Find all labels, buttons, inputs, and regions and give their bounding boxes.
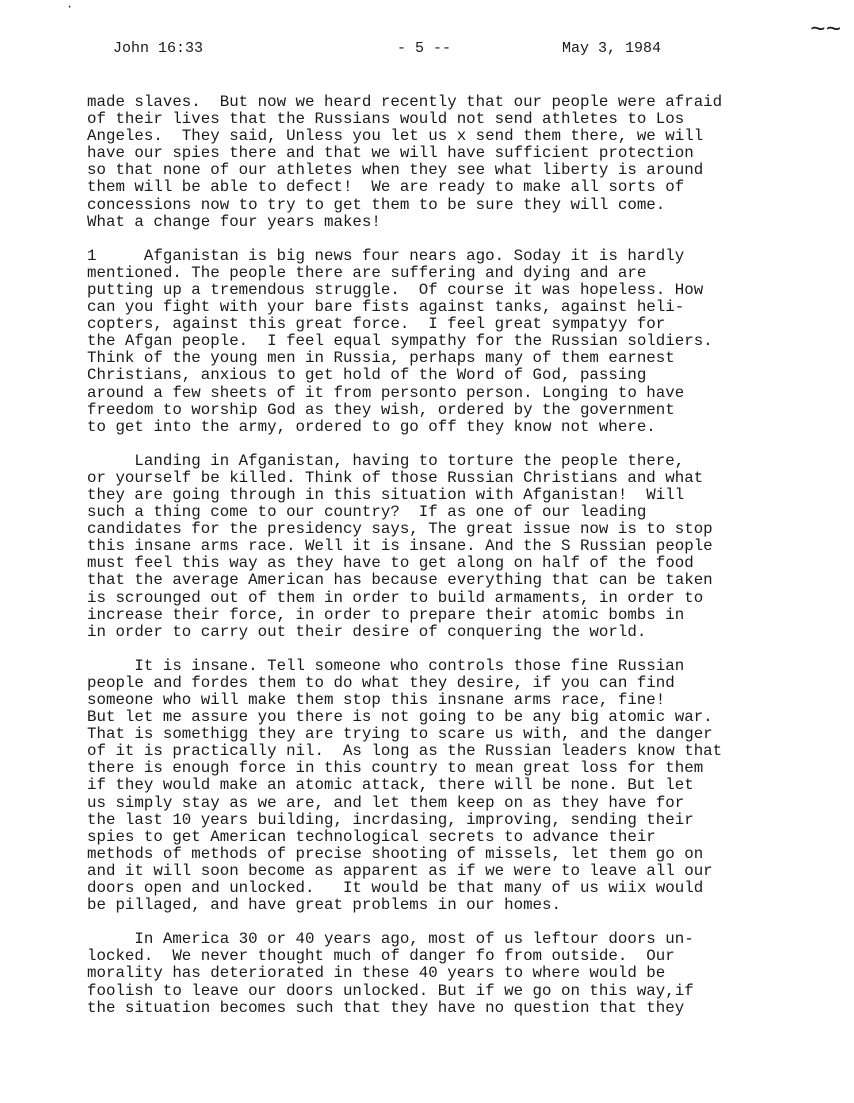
text-line: be pillaged, and have great problems in our homes. [87,896,561,915]
text-line: us simply stay as we are, and let them keep on as they have for [87,793,685,812]
text-line: that the average American has because everything that can be taken [87,571,713,590]
paragraph [87,94,787,231]
text-line: around a few sheets of it from personto person. Longing to have [87,383,685,402]
text-line: of it is practically nil. As long as the Russian leaders know that [87,742,723,761]
text-line: candidates for the presidency says, The great issue now is to stop [87,520,713,539]
text-line: in order to carry out their desire of conquering the world. [87,622,647,641]
header-scripture-reference: John 16:33 [113,40,204,57]
text-line: must feel this way as they have to get along on half of the food [87,554,694,573]
text-line: That is somethigg they are trying to scare us with, and the danger [87,725,713,744]
header-date: May 3, 1984 [562,40,662,57]
text-line: mentioned. The people there are suffering and dying and are [87,263,647,282]
text-line: In America 30 or 40 years ago, most of us leftour doors un- [87,930,694,949]
text-line: But let me assure you there is not going to be any big atomic war. [87,708,713,727]
text-line: there is enough force in this country to mean great loss for them [87,759,704,778]
text-line: spies to get American technological secrets to advance their [87,827,656,846]
paragraph [87,248,787,436]
paragraph [87,931,787,1016]
text-line: putting up a tremendous struggle. Of course it was hopeless. How [87,280,704,299]
text-line: Landing in Afganistan, having to torture the people there, [87,451,685,470]
text-line: people and fordes them to do what they desire, if you can find [87,673,675,692]
text-line: What a change four years makes! [87,212,381,231]
text-line: can you fight with your bare fists against tanks, against heli- [87,298,685,317]
text-line: Christians, anxious to get hold of the Word of God, passing [87,366,647,385]
text-line: increase their force, in order to prepare their atomic bombs in [87,605,685,624]
text-line: the last 10 years building, incrdasing, improving, sending their [87,810,694,829]
text-line: such a thing come to our country? If as one of our leading [87,503,647,522]
text-line: doors open and unlocked. It would be that many of us wiix would [87,879,704,898]
stray-dot-mark: · [66,0,74,14]
text-line: methods of methods of precise shooting of missels, let them go on [87,844,704,863]
text-line: or yourself be killed. Think of those Russian Christians and what [87,468,704,487]
paragraph [87,658,787,914]
text-line: the situation becomes such that they have no question that they [87,998,685,1017]
text-line: this insane arms race. Well it is insane. And the S Russian people [87,537,713,556]
text-line: of their lives that the Russians would not send athletes to Los [87,110,685,129]
text-line: someone who will make them stop this insnane arms race, fine! [87,691,666,709]
body-text [87,94,787,1034]
text-line: the Afgan people. I feel equal sympathy for the Russian soldiers. [87,332,713,351]
text-line: locked. We never thought much of danger fo from outside. Our [87,947,675,966]
text-line: copters, against this great force. I feel great sympatyy for [87,315,666,334]
page-header [0,40,854,60]
text-line: Think of the young men in Russia, perhaps many of them earnest [87,349,675,368]
text-line: them will be able to defect! We are ready to make all sorts of [87,178,685,197]
text-line: morality has deteriorated in these 40 years to where would be [87,964,666,983]
text-line: It is insane. Tell someone who controls those fine Russian [87,656,685,675]
text-line: to get into the army, ordered to go off they know not where. [87,417,656,436]
text-line: concessions now to try to get them to be sure they will come. [87,195,666,214]
text-line: have our spies there and that we will have sufficient protection [87,144,694,163]
handwritten-tilde-mark: ~~ [810,15,842,45]
text-line: foolish to leave our doors unlocked. But if we go on this way,if [87,981,694,1000]
text-line: made slaves. But now we heard recently that our people were afraid [87,93,723,111]
text-line: is scrounged out of them in order to build armaments, in order to [87,588,704,607]
header-page-number: - 5 -- [397,40,452,57]
text-line: they are going through in this situation with Afganistan! Will [87,485,685,504]
text-line: Angeles. They said, Unless you let us x send them there, we will [87,127,704,146]
paragraph [87,453,787,641]
text-line: if they would make an atomic attack, there will be none. But let [87,776,694,795]
text-line: freedom to worship God as they wish, ordered by the government [87,400,675,419]
text-line: and it will soon become as apparent as if we were to leave all our [87,861,713,880]
text-line: 1 Afganistan is big news four nears ago. Soday it is hardly [87,246,685,265]
text-line: so that none of our athletes when they see what liberty is around [87,161,704,180]
